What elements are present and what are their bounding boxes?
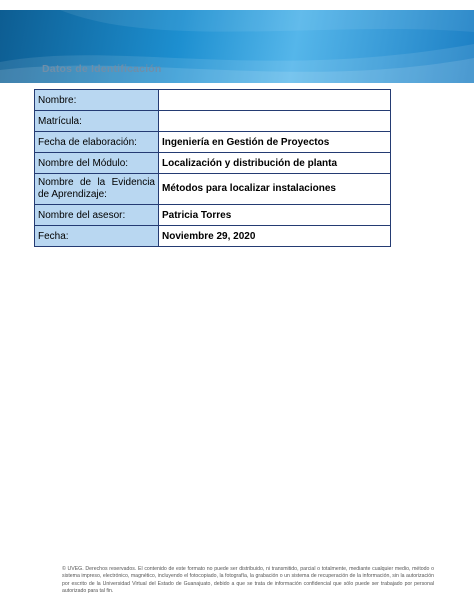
copyright-footer: © UVEG. Derechos reservados. El contenido de este formato no puede ser distribuido, ni transmitido, parcial o totalmente, mediante cualquier medio, método o sistema impreso, electrónico, magnético, incluyendo el fotocopiado, la fotografía, la grabación o un sistema de recuperación de la información, sin la autorización por escrito de la Universidad Virtual del Estado de Guanajuato, debido a que se trata de información confidencial que sólo puede ser trabajado por personal autorizado para tal fin.	[62, 566, 434, 594]
table-row-fecha	[35, 226, 391, 247]
section-title: Datos de Identificación	[42, 63, 162, 75]
row-value: Patricia Torres	[159, 205, 391, 226]
row-value: Ingeniería en Gestión de Proyectos	[159, 132, 391, 153]
identification-table	[34, 89, 391, 247]
row-label: Nombre:	[35, 90, 159, 111]
table-row-matricula	[35, 111, 391, 132]
table-row-modulo	[35, 153, 391, 174]
row-value: Noviembre 29, 2020	[159, 226, 391, 247]
row-label: Matrícula:	[35, 111, 159, 132]
table-row-nombre	[35, 90, 391, 111]
table-row-evidencia	[35, 174, 391, 205]
table-row-fecha-elaboracion	[35, 132, 391, 153]
row-value	[159, 111, 391, 132]
table-row-asesor	[35, 205, 391, 226]
row-label: Nombre del Módulo:	[35, 153, 159, 174]
row-label: Fecha:	[35, 226, 159, 247]
row-label: Nombre del asesor:	[35, 205, 159, 226]
row-value: Localización y distribución de planta	[159, 153, 391, 174]
row-value	[159, 90, 391, 111]
row-label: Fecha de elaboración:	[35, 132, 159, 153]
row-value: Métodos para localizar instalaciones	[159, 174, 391, 205]
row-label: Nombre de la Evidencia de Aprendizaje:	[35, 174, 159, 205]
